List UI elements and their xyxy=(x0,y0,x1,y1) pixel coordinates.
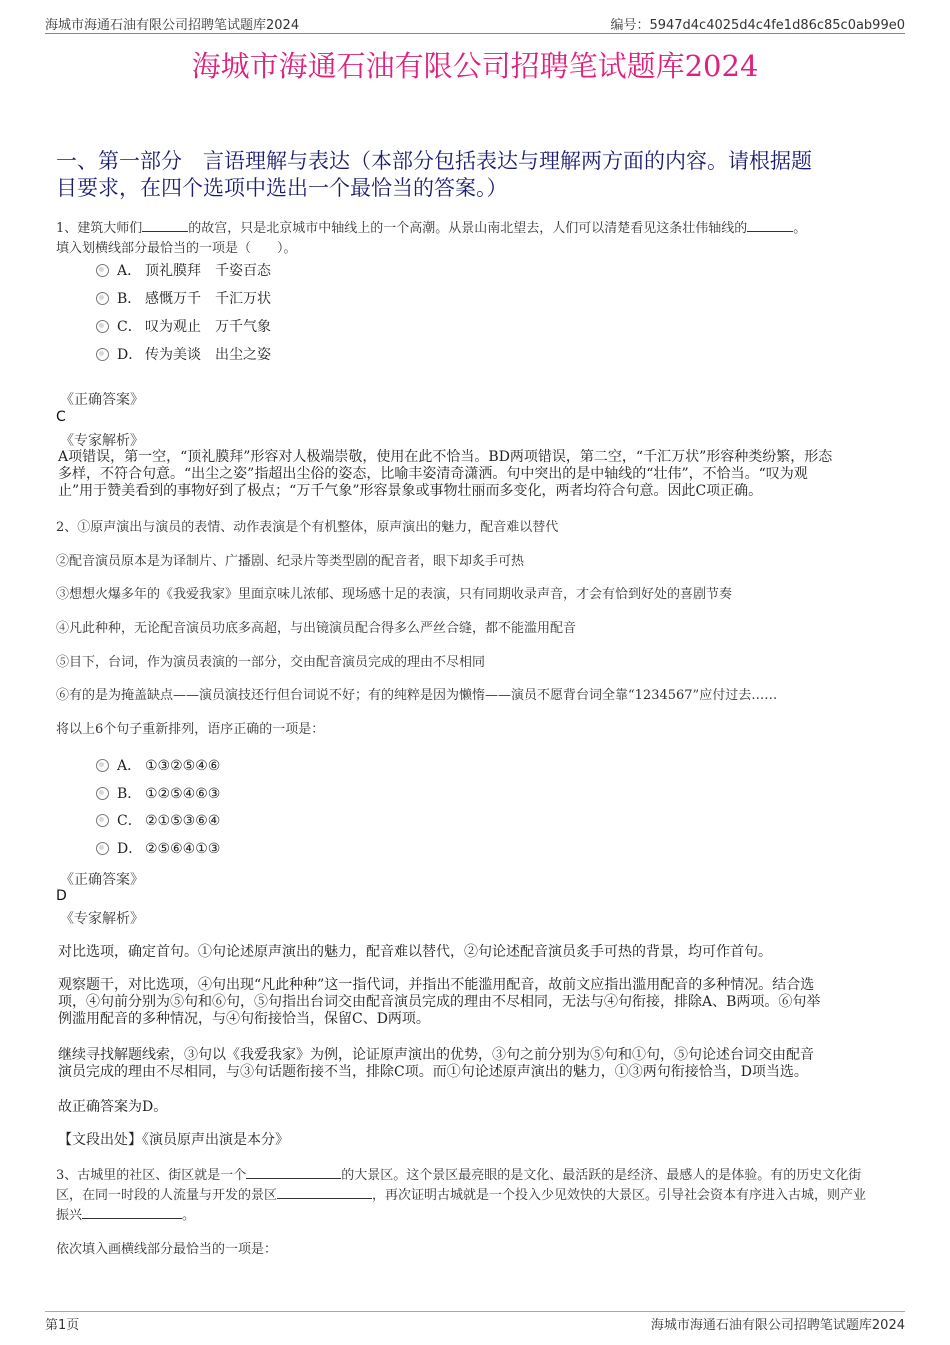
q1-answer-value: C xyxy=(56,409,66,425)
q2-option-a[interactable]: A． ①③②⑤④⑥ xyxy=(96,755,220,777)
q2-option-d[interactable]: D． ②⑤⑥④①③ xyxy=(96,838,220,860)
header-doc-title: 海城市海通石油有限公司招聘笔试题库2024 xyxy=(45,18,300,33)
q2-analysis-para4: 故正确答案为D。 xyxy=(58,1099,168,1115)
q3-prompt: 依次填入画横线部分最恰当的一项是： xyxy=(56,1242,278,1257)
q2-answer-heading: 《正确答案》 xyxy=(60,872,144,888)
q2-analysis-para1: 对比选项，确定首句。①句论述原声演出的魅力，配音难以替代，②句论述配音演员炙手可热的背景，均可作首句。 xyxy=(58,944,772,960)
section-heading xyxy=(56,148,896,202)
q2-sentence-3: ③想想火爆多年的《我爱我家》里面京味儿浓郁、现场感十足的表演，只有同期收录声音，才会有恰到好处的喜剧节奏 xyxy=(56,587,733,602)
radio-icon[interactable] xyxy=(96,264,109,277)
question-1-instruction: 填入划横线部分最恰当的一项是（ ）。 xyxy=(56,241,297,256)
blank-3 xyxy=(82,1206,182,1219)
q1-option-b[interactable]: B． 感慨万千 千汇万状 xyxy=(96,288,271,310)
blank-1 xyxy=(142,219,188,232)
page-title: 海城市海通石油有限公司招聘笔试题库2024 xyxy=(191,49,759,83)
question-3-stem: 3、古城里的社区、街区就是一个 的大景区。这个景区最亮眼的是文化、最活跃的是经济、最感人的是体验。有的历史文化街 区，在同一时段的人流量与开发的景区 ，再次证明古城就是一个投入少见效快的大景区。引导社会资本有序进入古城，则产业 振兴 。 xyxy=(56,1168,867,1223)
question-1-stem: 1、建筑大师们 的故宫，只是北京城市中轴线上的一个高潮。从景山南北望去，人们可以清楚看见这条壮伟轴线的 。 xyxy=(56,221,807,236)
blank-2 xyxy=(747,219,793,232)
radio-icon[interactable] xyxy=(96,320,109,333)
page-number: 第1页 xyxy=(45,1318,80,1333)
radio-icon[interactable] xyxy=(96,814,109,827)
radio-icon[interactable] xyxy=(96,759,109,772)
blank-1 xyxy=(246,1166,341,1179)
footer-divider xyxy=(45,1311,905,1312)
header-doc-id: 编号：5947d4c4025d4c4fe1d86c85c0ab99e0 xyxy=(610,18,905,33)
header-divider xyxy=(45,33,905,34)
q2-analysis-para3: 继续寻找解题线索，③句以《我爱我家》为例，论证原声演出的优势，③句之前分别为⑤句和①句，⑤句论述台词交由配音 演员完成的理由不尽相同，与③句话题衔接不当，排除C项。而①句论述原声演出的魅力，①③两句衔接恰当，D项当选。 xyxy=(58,1047,814,1080)
q2-prompt: 将以上6个句子重新排列，语序正确的一项是： xyxy=(56,722,325,737)
q2-sentence-5: ⑤目下，台词，作为演员表演的一部分，交由配音演员完成的理由不尽相同 xyxy=(56,655,486,670)
q1-analysis-heading: 《专家解析》 xyxy=(60,433,144,449)
section-heading-line1: 一、第一部分 言语理解与表达（本部分包括表达与理解两方面的内容。请根据题 xyxy=(56,149,812,173)
q2-option-c[interactable]: C． ②①⑤③⑥④ xyxy=(96,810,220,832)
section-heading-line2: 目要求，在四个选项中选出一个最恰当的答案。） xyxy=(56,176,508,200)
radio-icon[interactable] xyxy=(96,787,109,800)
q2-answer-value: D xyxy=(56,888,67,904)
q2-sentence-6: ⑥有的是为掩盖缺点——演员演技还行但台词说不好；有的纯粹是因为懒惰——演员不愿背台词全靠“1234567”应付过去…… xyxy=(56,688,778,703)
radio-icon[interactable] xyxy=(96,348,109,361)
q2-analysis-para2: 观察题干，对比选项，④句出现“凡此种种”这一指代词，并指出不能滥用配音，故前文应指出滥用配音的多种情况。结合选 项，④句前分别为⑤句和⑥句，⑤句指出台词交由配音演员完成的理由不尽相同，无法与④句衔接，排除A、B两项。⑥句举 例滥用配音的多种情况，与④句衔接恰当，保留C、D两项。 xyxy=(58,977,821,1027)
q1-option-c[interactable]: C． 叹为观止 万千气象 xyxy=(96,316,271,338)
q1-option-a[interactable]: A． 顶礼膜拜 千姿百态 xyxy=(96,260,271,282)
q2-source: 【文段出处】《演员原声出演是本分》 xyxy=(58,1132,289,1148)
radio-icon[interactable] xyxy=(96,842,109,855)
q2-sentence-1: 2、①原声演出与演员的表情、动作表演是个有机整体，原声演出的魅力，配音难以替代 xyxy=(56,520,559,535)
q2-option-b[interactable]: B． ①②⑤④⑥③ xyxy=(96,783,220,805)
q1-analysis: A项错误，第一空，“顶礼膜拜”形容对人极端崇敬，使用在此不恰当。BD两项错误，第二空，“千汇万状”形容种类纷繁，形态 多样，不符合句意。“出尘之姿”指超出尘俗的姿态，比喻丰姿清奇潇洒。句中突出的是中轴线的“壮伟”，不恰当。“叹为观 止”用于赞美看到的事物好到了极点；“万千气象”形容景象或事物壮丽而多变化，两者均符合句意。因此C项正确。 xyxy=(58,449,833,499)
q1-option-d[interactable]: D． 传为美谈 出尘之姿 xyxy=(96,344,271,366)
footer-doc-title: 海城市海通石油有限公司招聘笔试题库2024 xyxy=(650,1318,905,1333)
blank-2 xyxy=(277,1186,372,1199)
q2-sentence-2: ②配音演员原本是为译制片、广播剧、纪录片等类型剧的配音者，眼下却炙手可热 xyxy=(56,554,525,569)
q2-analysis-heading: 《专家解析》 xyxy=(60,911,144,927)
q2-sentence-4: ④凡此种种，无论配音演员功底多高超，与出镜演员配合得多么严丝合缝，都不能滥用配音 xyxy=(56,621,577,636)
radio-icon[interactable] xyxy=(96,292,109,305)
q1-answer-heading: 《正确答案》 xyxy=(60,392,144,408)
